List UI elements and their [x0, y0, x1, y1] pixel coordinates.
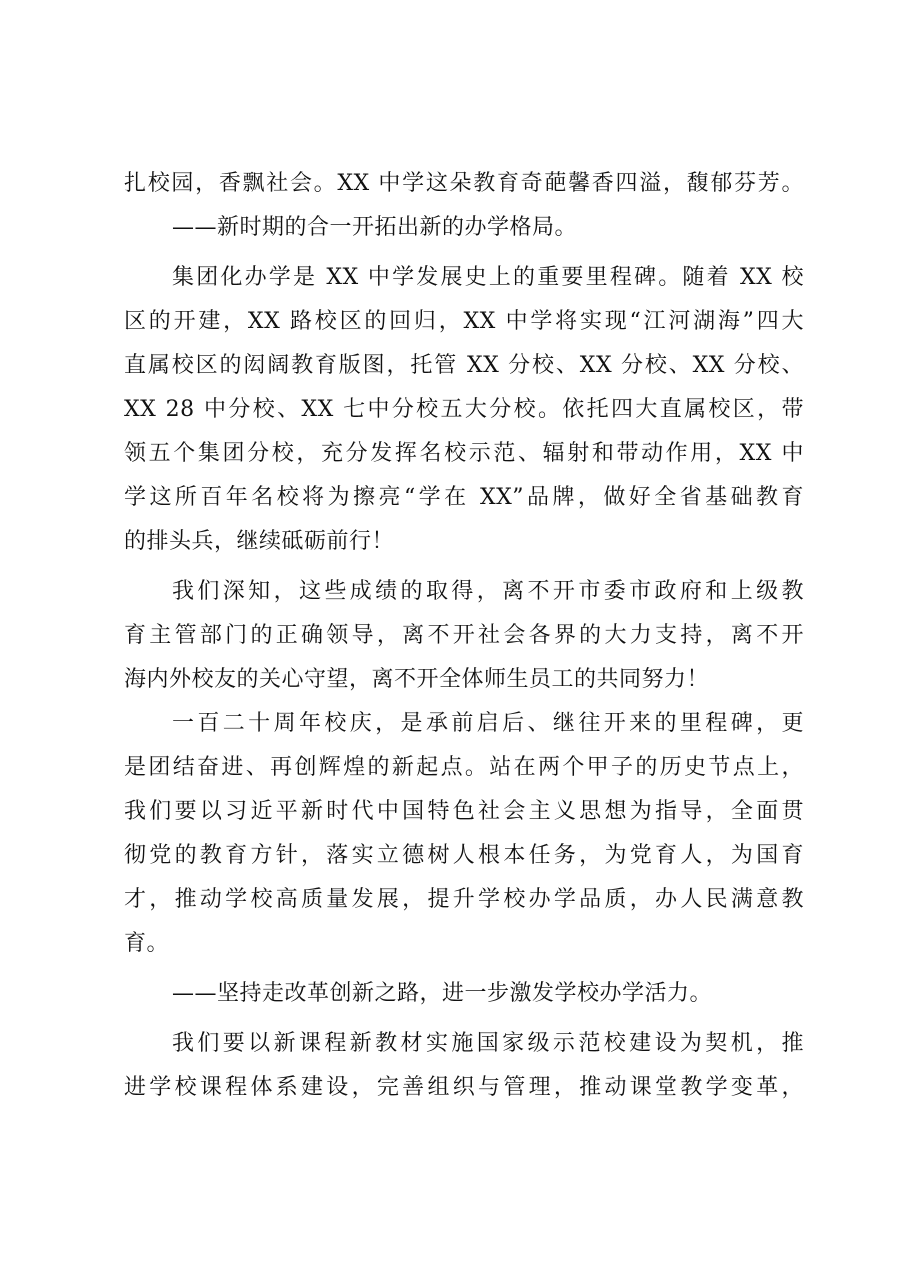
body-line: 我们要以新课程新教材实施国家级示范校建设为契机，推	[172, 1031, 804, 1056]
body-line: 海内外校友的关心守望，离不开全体师生员工的共同努力！	[124, 667, 710, 692]
body-line: 学这所百年名校将为擦亮“学在 XX”品牌，做好全省基础教育	[124, 485, 804, 510]
body-line: 彻党的教育方针，落实立德树人根本任务，为党育人，为国育	[124, 843, 804, 868]
body-line: 区的开建，XX 路校区的回归，XX 中学将实现“江河湖海”四大	[124, 309, 804, 334]
body-line: 的排头兵，继续砥砺前行！	[124, 529, 395, 554]
body-line: 一百二十周年校庆，是承前启后、继往开来的里程碑，更	[172, 711, 804, 736]
body-line: 领五个集团分校，充分发挥名校示范、辐射和带动作用，XX 中	[124, 441, 804, 466]
body-line: 是团结奋进、再创辉煌的新起点。站在两个甲子的历史节点上，	[124, 755, 804, 780]
section-heading: ——坚持走改革创新之路，进一步激发学校办学活力。	[172, 981, 713, 1006]
body-line: 我们要以习近平新时代中国特色社会主义思想为指导，全面贯	[124, 799, 804, 824]
section-heading: ——新时期的合一开拓出新的办学格局。	[172, 215, 578, 240]
body-line: 才，推动学校高质量发展，提升学校办学品质，办人民满意教	[124, 887, 804, 912]
body-line: 进学校课程体系建设，完善组织与管理，推动课堂教学变革，	[124, 1075, 804, 1100]
body-line: XX 28 中分校、XX 七中分校五大分校。依托四大直属校区，带	[124, 397, 804, 422]
body-line: 直属校区的闳阔教育版图，托管 XX 分校、XX 分校、XX 分校、	[124, 353, 804, 378]
body-line: 我们深知，这些成绩的取得，离不开市委市政府和上级教	[172, 579, 804, 604]
body-line: 育主管部门的正确领导，离不开社会各界的大力支持，离不开	[124, 623, 804, 648]
body-line: 集团化办学是 XX 中学发展史上的重要里程碑。随着 XX 校	[172, 265, 804, 290]
body-line: 育。	[124, 931, 170, 956]
body-line: 扎校园，香飘社会。XX 中学这朵教育奇葩馨香四溢，馥郁芬芳。	[124, 171, 804, 196]
